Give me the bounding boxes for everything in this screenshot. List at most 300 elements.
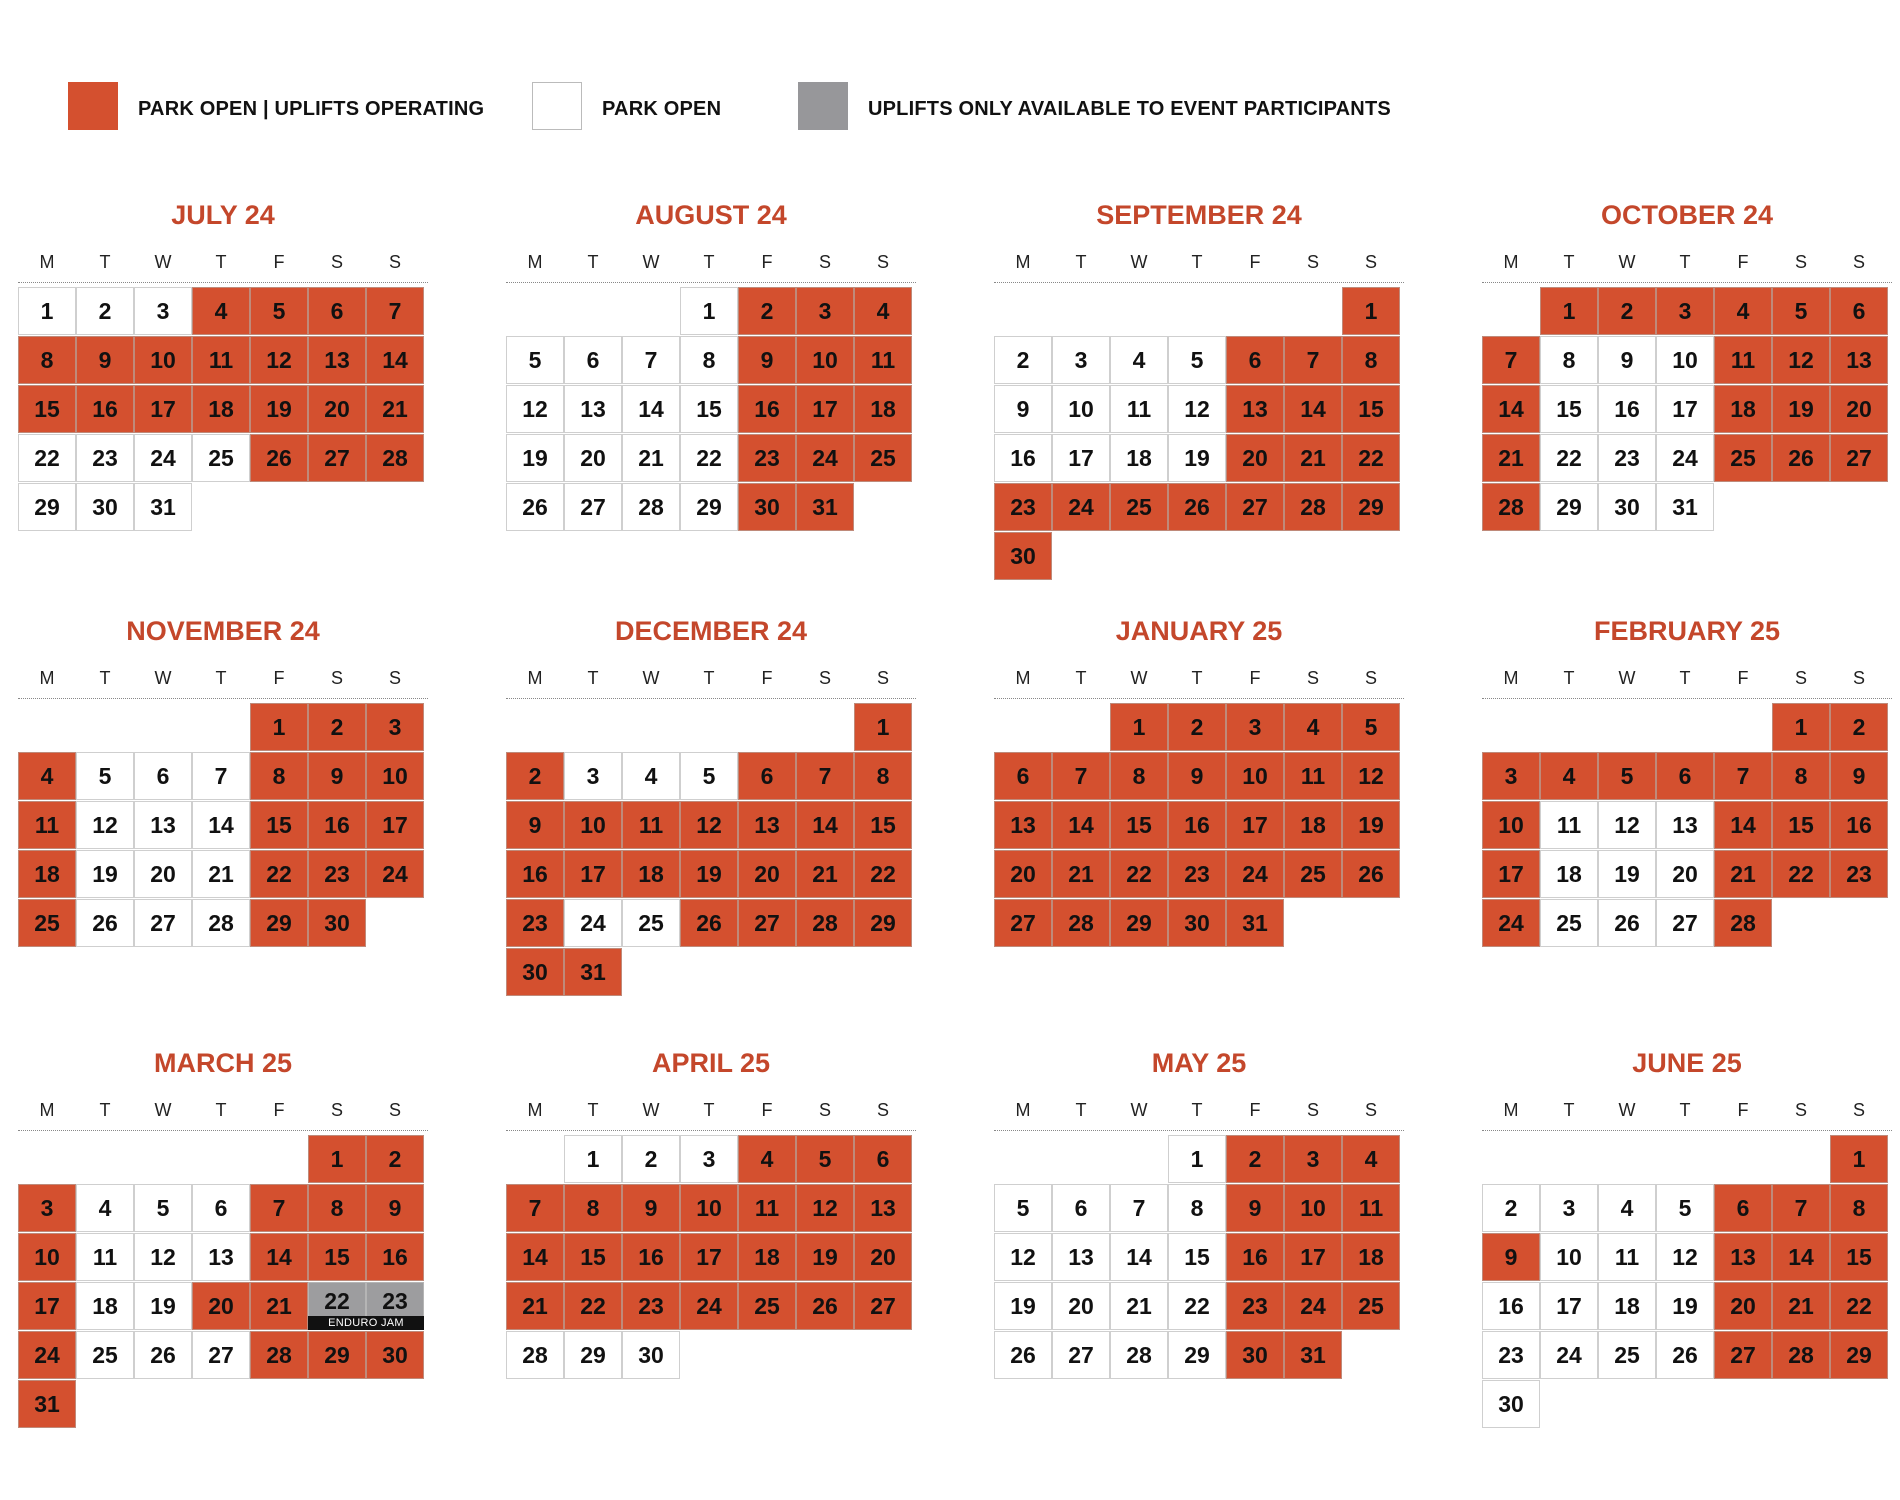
day-cell: 21 <box>1284 434 1342 482</box>
weekday-header <box>1482 668 1892 699</box>
weekday-label: T <box>587 668 599 688</box>
day-cell: 2 <box>738 287 796 335</box>
day-cell: 14 <box>796 801 854 849</box>
day-cell: 22 <box>564 1282 622 1330</box>
day-cell: 20 <box>1830 385 1888 433</box>
day-cell: 13 <box>1226 385 1284 433</box>
day-cell: 26 <box>1598 899 1656 947</box>
day-cell: 22 <box>1342 434 1400 482</box>
day-grid <box>18 287 428 547</box>
day-cell: 9 <box>1482 1233 1540 1281</box>
day-cell: 1 <box>308 1135 366 1183</box>
day-cell: 25 <box>192 434 250 482</box>
month-calendar <box>506 1048 916 1408</box>
day-cell: 5 <box>1598 752 1656 800</box>
day-cell: 30 <box>1226 1331 1284 1379</box>
day-cell: 14 <box>366 336 424 384</box>
day-cell: 27 <box>308 434 366 482</box>
day-cell: 27 <box>1656 899 1714 947</box>
day-cell: 21 <box>250 1282 308 1330</box>
weekday-label: T <box>1075 1100 1087 1120</box>
weekday-header <box>506 252 916 283</box>
weekday-header <box>1482 252 1892 283</box>
day-cell: 4 <box>1342 1135 1400 1183</box>
day-cell: 27 <box>1830 434 1888 482</box>
day-grid <box>18 1135 428 1417</box>
day-cell: 11 <box>1110 385 1168 433</box>
day-cell: 18 <box>18 850 76 898</box>
day-grid <box>1482 287 1892 547</box>
day-cell: 15 <box>680 385 738 433</box>
day-cell: 11 <box>854 336 912 384</box>
day-cell: 17 <box>680 1233 738 1281</box>
day-cell: 4 <box>1540 752 1598 800</box>
day-cell: 2 <box>1168 703 1226 751</box>
weekday-label: S <box>330 252 343 272</box>
weekday-label: W <box>642 668 660 688</box>
month-title: DECEMBER 24 <box>614 616 808 646</box>
day-cell: 7 <box>1052 752 1110 800</box>
weekday-label: S <box>1306 1100 1319 1120</box>
weekday-label: T <box>1191 252 1203 272</box>
day-cell: 15 <box>854 801 912 849</box>
day-cell: 8 <box>1540 336 1598 384</box>
weekday-label: T <box>1679 252 1691 272</box>
month-title: FEBRUARY 25 <box>1593 616 1781 646</box>
day-cell: 4 <box>854 287 912 335</box>
day-cell: 11 <box>738 1184 796 1232</box>
weekday-label: F <box>1737 1100 1749 1120</box>
weekday-label: W <box>1130 1100 1148 1120</box>
weekday-label: F <box>1249 668 1261 688</box>
day-cell: 1 <box>1168 1135 1226 1183</box>
day-cell: 30 <box>1168 899 1226 947</box>
day-cell: 20 <box>564 434 622 482</box>
weekday-header <box>18 252 428 283</box>
day-cell: 25 <box>738 1282 796 1330</box>
day-cell: 9 <box>1226 1184 1284 1232</box>
day-cell: 27 <box>564 483 622 531</box>
day-cell: 12 <box>250 336 308 384</box>
month-title: MAY 25 <box>1151 1048 1247 1078</box>
day-cell: 8 <box>250 752 308 800</box>
day-cell: 10 <box>1540 1233 1598 1281</box>
day-cell: 4 <box>1284 703 1342 751</box>
weekday-label: S <box>1794 1100 1807 1120</box>
day-cell: 19 <box>1656 1282 1714 1330</box>
day-cell: 20 <box>308 385 366 433</box>
day-cell: 11 <box>1714 336 1772 384</box>
day-cell: 5 <box>506 336 564 384</box>
day-cell: 23 <box>506 899 564 947</box>
day-cell: 19 <box>1598 850 1656 898</box>
day-cell: 13 <box>134 801 192 849</box>
day-cell: 23 <box>76 434 134 482</box>
day-cell: 12 <box>1168 385 1226 433</box>
weekday-label: S <box>330 668 343 688</box>
day-cell: 24 <box>1482 899 1540 947</box>
day-cell: 15 <box>1540 385 1598 433</box>
day-cell: 10 <box>1052 385 1110 433</box>
day-cell: 18 <box>1598 1282 1656 1330</box>
day-cell: 16 <box>622 1233 680 1281</box>
day-cell: 3 <box>366 703 424 751</box>
day-cell: 11 <box>622 801 680 849</box>
day-cell: 6 <box>994 752 1052 800</box>
day-cell: 25 <box>622 899 680 947</box>
day-cell: 28 <box>366 434 424 482</box>
day-cell: 27 <box>192 1331 250 1379</box>
day-cell: 6 <box>1656 752 1714 800</box>
day-cell: 22 <box>308 1282 366 1330</box>
day-cell: 24 <box>1052 483 1110 531</box>
day-cell: 6 <box>564 336 622 384</box>
day-cell: 18 <box>76 1282 134 1330</box>
day-cell: 29 <box>308 1331 366 1379</box>
weekday-label: F <box>1737 252 1749 272</box>
day-cell: 19 <box>1342 801 1400 849</box>
day-cell: 11 <box>192 336 250 384</box>
day-cell: 17 <box>134 385 192 433</box>
day-cell: 12 <box>1342 752 1400 800</box>
day-cell: 10 <box>680 1184 738 1232</box>
legend-label: UPLIFTS ONLY AVAILABLE TO EVENT PARTICIPANTS <box>868 98 1391 120</box>
weekday-label: S <box>388 252 401 272</box>
day-cell: 24 <box>564 899 622 947</box>
day-cell: 7 <box>1714 752 1772 800</box>
day-cell: 30 <box>1482 1380 1540 1428</box>
day-grid <box>506 287 916 547</box>
day-cell: 9 <box>1598 336 1656 384</box>
day-cell: 12 <box>506 385 564 433</box>
day-cell: 7 <box>1110 1184 1168 1232</box>
weekday-label: W <box>642 1100 660 1120</box>
day-cell: 26 <box>250 434 308 482</box>
day-cell: 30 <box>1598 483 1656 531</box>
day-grid <box>994 287 1404 569</box>
day-cell: 9 <box>308 752 366 800</box>
day-cell: 23 <box>1482 1331 1540 1379</box>
day-cell: 22 <box>1110 850 1168 898</box>
day-cell: 10 <box>1226 752 1284 800</box>
day-cell: 15 <box>564 1233 622 1281</box>
weekday-label: T <box>99 1100 111 1120</box>
day-cell: 10 <box>796 336 854 384</box>
weekday-label: S <box>818 252 831 272</box>
weekday-label: M <box>1503 252 1519 272</box>
day-cell: 8 <box>1830 1184 1888 1232</box>
day-cell: 24 <box>366 850 424 898</box>
day-cell: 30 <box>994 532 1052 580</box>
day-cell: 5 <box>134 1184 192 1232</box>
day-cell: 25 <box>1540 899 1598 947</box>
day-cell: 25 <box>76 1331 134 1379</box>
day-cell: 17 <box>1226 801 1284 849</box>
day-cell: 22 <box>18 434 76 482</box>
day-cell: 20 <box>994 850 1052 898</box>
day-cell: 22 <box>680 434 738 482</box>
day-cell: 11 <box>1342 1184 1400 1232</box>
day-cell: 16 <box>308 801 366 849</box>
day-cell: 1 <box>1830 1135 1888 1183</box>
day-cell: 9 <box>738 336 796 384</box>
day-cell: 26 <box>1656 1331 1714 1379</box>
day-cell: 23 <box>1598 434 1656 482</box>
day-cell: 28 <box>192 899 250 947</box>
day-cell: 30 <box>622 1331 680 1379</box>
weekday-label: W <box>154 668 172 688</box>
day-cell: 3 <box>796 287 854 335</box>
day-cell: 10 <box>1482 801 1540 849</box>
day-cell: 16 <box>1598 385 1656 433</box>
day-cell: 27 <box>1052 1331 1110 1379</box>
day-cell: 24 <box>1226 850 1284 898</box>
day-cell: 16 <box>1830 801 1888 849</box>
day-cell: 29 <box>250 899 308 947</box>
day-cell: 25 <box>1110 483 1168 531</box>
weekday-label: W <box>1618 668 1636 688</box>
day-cell: 18 <box>622 850 680 898</box>
weekday-label: T <box>215 668 227 688</box>
weekday-label: T <box>703 668 715 688</box>
day-cell: 5 <box>994 1184 1052 1232</box>
day-cell: 9 <box>1830 752 1888 800</box>
weekday-label: W <box>1618 1100 1636 1120</box>
weekday-label: F <box>1737 668 1749 688</box>
day-cell: 26 <box>1168 483 1226 531</box>
day-cell: 31 <box>1226 899 1284 947</box>
day-cell: 26 <box>680 899 738 947</box>
event-label: ENDURO JAM <box>308 1316 424 1330</box>
day-cell: 31 <box>1284 1331 1342 1379</box>
weekday-label: W <box>154 1100 172 1120</box>
legend-label: PARK OPEN | UPLIFTS OPERATING <box>138 98 485 120</box>
weekday-label: S <box>1852 252 1865 272</box>
day-cell: 13 <box>192 1233 250 1281</box>
legend <box>0 0 1900 140</box>
day-cell: 7 <box>1772 1184 1830 1232</box>
day-cell: 27 <box>994 899 1052 947</box>
day-cell: 12 <box>1598 801 1656 849</box>
weekday-label: S <box>1852 1100 1865 1120</box>
weekday-label: T <box>703 252 715 272</box>
day-cell: 30 <box>76 483 134 531</box>
day-cell: 4 <box>76 1184 134 1232</box>
weekday-label: F <box>761 252 773 272</box>
day-cell: 4 <box>1714 287 1772 335</box>
day-cell: 3 <box>1656 287 1714 335</box>
day-cell: 3 <box>1284 1135 1342 1183</box>
day-cell: 15 <box>250 801 308 849</box>
day-cell: 14 <box>1772 1233 1830 1281</box>
day-cell: 1 <box>1110 703 1168 751</box>
weekday-label: M <box>1503 1100 1519 1120</box>
day-cell: 20 <box>134 850 192 898</box>
day-grid <box>994 1135 1404 1395</box>
day-cell: 1 <box>1772 703 1830 751</box>
day-cell: 9 <box>1168 752 1226 800</box>
day-cell: 3 <box>134 287 192 335</box>
day-cell: 15 <box>308 1233 366 1281</box>
weekday-label: W <box>1130 668 1148 688</box>
day-cell: 10 <box>18 1233 76 1281</box>
day-cell: 9 <box>622 1184 680 1232</box>
day-cell: 15 <box>18 385 76 433</box>
day-cell: 24 <box>18 1331 76 1379</box>
day-cell: 20 <box>854 1233 912 1281</box>
weekday-label: M <box>39 252 55 272</box>
weekday-label: S <box>1364 668 1377 688</box>
weekday-label: T <box>1679 668 1691 688</box>
day-cell: 22 <box>1830 1282 1888 1330</box>
day-cell: 23 <box>366 1282 424 1330</box>
day-cell: 28 <box>622 483 680 531</box>
weekday-label: W <box>1130 252 1148 272</box>
day-cell: 20 <box>1052 1282 1110 1330</box>
day-cell: 21 <box>366 385 424 433</box>
day-cell: 6 <box>134 752 192 800</box>
day-cell: 24 <box>680 1282 738 1330</box>
weekday-label: T <box>703 1100 715 1120</box>
day-cell: 14 <box>1284 385 1342 433</box>
day-cell: 14 <box>1714 801 1772 849</box>
day-cell: 25 <box>1342 1282 1400 1330</box>
day-cell: 18 <box>1110 434 1168 482</box>
day-cell: 19 <box>994 1282 1052 1330</box>
day-cell: 17 <box>796 385 854 433</box>
day-cell: 18 <box>1540 850 1598 898</box>
weekday-label: T <box>1075 668 1087 688</box>
weekday-label: W <box>1618 252 1636 272</box>
day-cell: 10 <box>366 752 424 800</box>
day-cell: 13 <box>738 801 796 849</box>
day-cell: 12 <box>796 1184 854 1232</box>
day-cell: 23 <box>1830 850 1888 898</box>
day-cell: 28 <box>1284 483 1342 531</box>
day-cell: 23 <box>1168 850 1226 898</box>
day-cell: 6 <box>192 1184 250 1232</box>
month-calendar <box>18 1048 428 1417</box>
weekday-label: M <box>1015 252 1031 272</box>
day-cell: 16 <box>1226 1233 1284 1281</box>
day-cell: 12 <box>994 1233 1052 1281</box>
day-cell: 24 <box>796 434 854 482</box>
day-cell: 21 <box>192 850 250 898</box>
day-cell: 29 <box>1540 483 1598 531</box>
weekday-label: S <box>876 1100 889 1120</box>
day-cell: 30 <box>366 1331 424 1379</box>
weekday-label: S <box>1306 668 1319 688</box>
day-cell: 1 <box>18 287 76 335</box>
day-cell: 8 <box>1772 752 1830 800</box>
day-cell: 8 <box>1342 336 1400 384</box>
day-cell: 29 <box>680 483 738 531</box>
day-cell: 3 <box>1540 1184 1598 1232</box>
day-cell: 2 <box>622 1135 680 1183</box>
weekday-label: M <box>527 1100 543 1120</box>
day-cell: 16 <box>1168 801 1226 849</box>
day-cell: 18 <box>854 385 912 433</box>
weekday-label: S <box>1306 252 1319 272</box>
weekday-header <box>1482 1100 1892 1131</box>
day-cell: 29 <box>1830 1331 1888 1379</box>
day-cell: 11 <box>76 1233 134 1281</box>
day-cell: 17 <box>1482 850 1540 898</box>
day-cell: 14 <box>506 1233 564 1281</box>
month-title: OCTOBER 24 <box>1600 200 1774 230</box>
day-cell: 13 <box>1830 336 1888 384</box>
day-cell: 5 <box>1342 703 1400 751</box>
day-cell: 31 <box>796 483 854 531</box>
day-cell: 29 <box>1168 1331 1226 1379</box>
day-cell: 9 <box>506 801 564 849</box>
day-cell: 7 <box>1284 336 1342 384</box>
month-calendar <box>1482 616 1892 976</box>
day-cell: 13 <box>1052 1233 1110 1281</box>
day-cell: 16 <box>76 385 134 433</box>
day-cell: 23 <box>308 850 366 898</box>
day-cell: 1 <box>250 703 308 751</box>
month-calendar <box>994 200 1404 569</box>
month-calendar <box>506 616 916 985</box>
weekday-label: S <box>876 668 889 688</box>
day-cell: 16 <box>1482 1282 1540 1330</box>
day-cell: 28 <box>796 899 854 947</box>
day-cell: 21 <box>1052 850 1110 898</box>
day-cell: 23 <box>1226 1282 1284 1330</box>
day-cell: 5 <box>250 287 308 335</box>
month-calendar <box>506 200 916 560</box>
weekday-header <box>506 1100 916 1131</box>
day-cell: 27 <box>134 899 192 947</box>
day-cell: 7 <box>1482 336 1540 384</box>
month-calendar <box>18 616 428 976</box>
day-cell: 7 <box>250 1184 308 1232</box>
weekday-label: T <box>1679 1100 1691 1120</box>
weekday-label: F <box>761 1100 773 1120</box>
day-cell: 26 <box>796 1282 854 1330</box>
weekday-label: M <box>39 668 55 688</box>
day-cell: 28 <box>1052 899 1110 947</box>
day-cell: 14 <box>1110 1233 1168 1281</box>
month-calendar <box>18 200 428 560</box>
day-cell: 6 <box>308 287 366 335</box>
day-cell: 15 <box>1772 801 1830 849</box>
legend-label: PARK OPEN <box>602 98 722 120</box>
day-cell: 12 <box>134 1233 192 1281</box>
day-cell: 31 <box>18 1380 76 1428</box>
day-cell: 25 <box>1598 1331 1656 1379</box>
day-cell: 3 <box>680 1135 738 1183</box>
day-cell: 26 <box>1772 434 1830 482</box>
day-cell: 18 <box>192 385 250 433</box>
day-cell: 17 <box>366 801 424 849</box>
day-cell: 3 <box>1482 752 1540 800</box>
weekday-label: T <box>1563 252 1575 272</box>
day-cell: 19 <box>1772 385 1830 433</box>
day-cell: 28 <box>1482 483 1540 531</box>
weekday-header <box>994 1100 1404 1131</box>
day-cell: 26 <box>76 899 134 947</box>
day-cell: 1 <box>564 1135 622 1183</box>
day-cell: 21 <box>1110 1282 1168 1330</box>
day-cell: 21 <box>1714 850 1772 898</box>
day-cell: 1 <box>1540 287 1598 335</box>
day-cell: 24 <box>1656 434 1714 482</box>
day-cell: 13 <box>854 1184 912 1232</box>
day-cell: 10 <box>1284 1184 1342 1232</box>
day-cell: 22 <box>250 850 308 898</box>
